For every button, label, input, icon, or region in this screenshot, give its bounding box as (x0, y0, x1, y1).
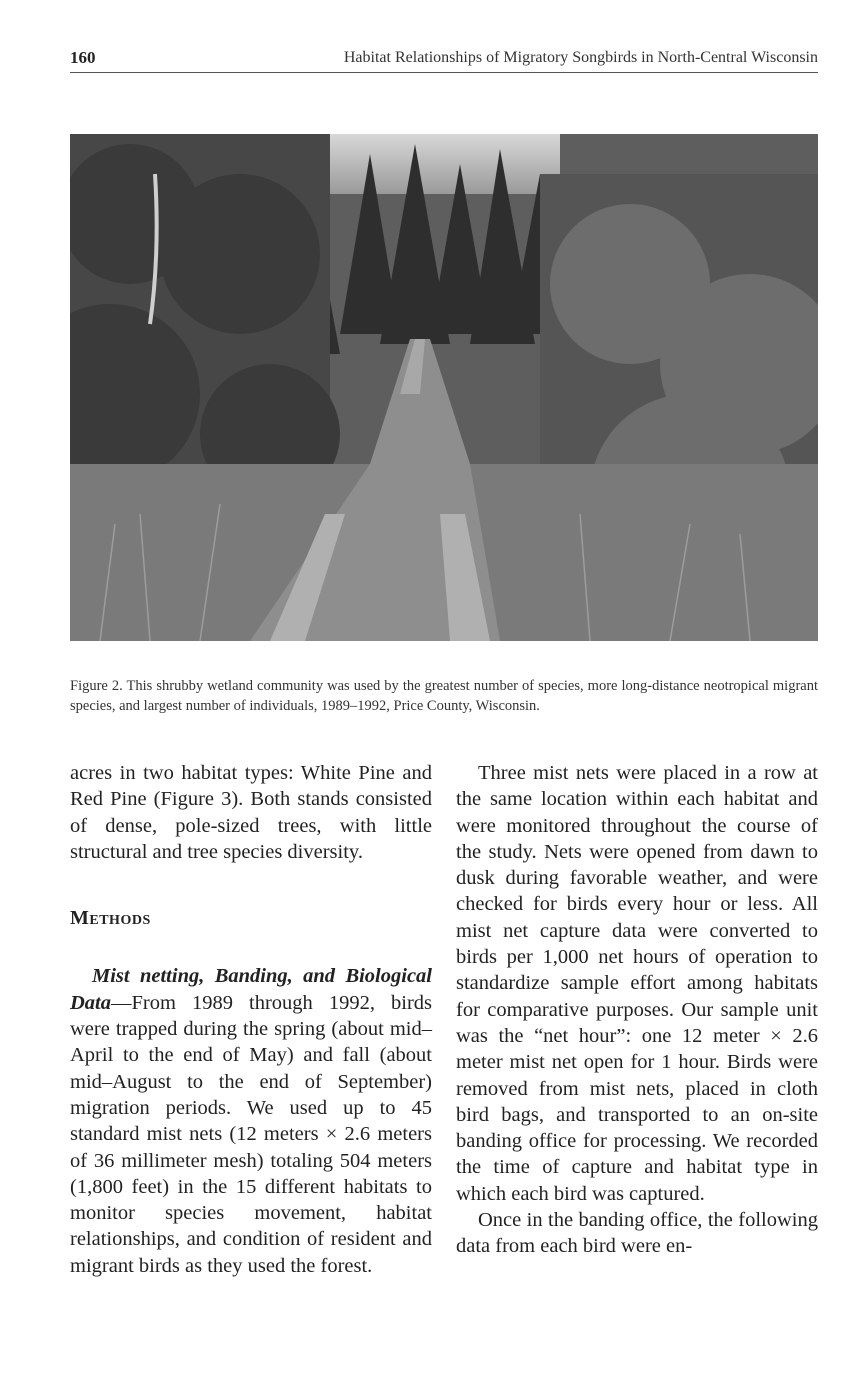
right-column (456, 760, 818, 1260)
page-header (70, 46, 818, 73)
wetland-photograph (70, 134, 818, 641)
paragraph: Three mist nets were placed in a row at the same location within each habitat and were monitored throughout the course of the study. Nets were opened from dawn to dusk during favorable weather, and were checked for birds every hour or less. All mist net capture data were converted to birds per 1,000 net hours of operation to standardize sample effort among habitats for comparative purposes. Our sample unit was the “net hour”: one 12 meter × 2.6 meter mist net open for 1 hour. Birds were removed from mist nets, placed in cloth bird bags, and transported to an on-site banding office for processing. We recorded the time of capture and habitat type in which each bird was captured. (456, 762, 818, 1205)
run-in-heading: Mist netting, Banding, and Biological Data (70, 965, 432, 1014)
paragraph (70, 963, 432, 1279)
section-heading: Methods (70, 907, 151, 930)
running-title: Habitat Relationships of Migratory Songbirds in North-Central Wisconsin (343, 49, 818, 66)
page-number: 160 (70, 48, 96, 67)
paragraph: Once in the banding office, the following data from each bird were en- (456, 1209, 818, 1258)
figure-caption: Figure 2. This shrubby wetland community was used by the greatest number of species, more long-distance neotropical migrant species, and largest number of individuals, 1989–1992, Price County, Wisconsin. (70, 678, 818, 714)
paragraph: acres in two habitat types: White Pine and Red Pine (Figure 3). Both stands consisted of dense, pole-sized trees, with little structural and tree species diversity. (70, 762, 432, 863)
paragraph-body: —From 1989 through 1992, birds were trapped during the spring (about mid–April to the end of May) and fall (about mid–August to the end of September) migration periods. We used up to 45 standard mist nets (12 meters × 2.6 meters of 36 millimeter mesh) totaling 504 meters (1,800 feet) in the 15 different habitats to monitor species movement, habitat relationships, and condition of resident and migrant birds as they used the forest. (70, 991, 432, 1277)
left-column (70, 760, 432, 1279)
